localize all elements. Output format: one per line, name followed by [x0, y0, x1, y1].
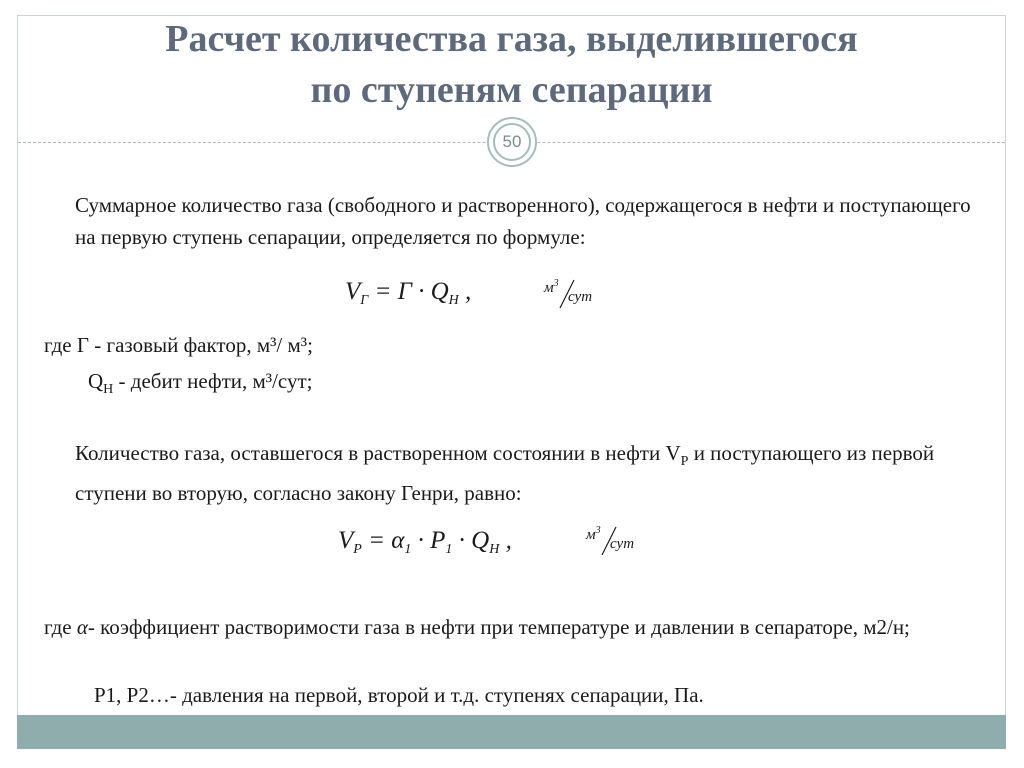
unit-denominator: сут: [610, 536, 635, 552]
formula-vg-q-sub: Н: [448, 293, 459, 308]
formula-vg: [345, 278, 471, 309]
formula-vg-tail: ,: [458, 278, 472, 305]
page-number: 50: [493, 123, 531, 161]
formula-vg-lhs-sub: Г: [360, 293, 369, 308]
slide-title: [17, 14, 1006, 116]
unit-numerator: $м^3$: [544, 278, 559, 296]
where-pressures: Р1, Р2…- давления на первой, второй и т.д. ступенях сепарации, Па.: [94, 683, 704, 707]
unit-numerator: $м^3$: [586, 525, 601, 543]
unit-m3-per-day-1: [544, 278, 624, 318]
where-solubility: где α- коэффициент растворимости газа в нефти при температуре и давлении в сепараторе, м2/н;: [44, 615, 910, 639]
footer-bar: [17, 715, 1006, 749]
unit-m3-per-day-2: [586, 525, 666, 565]
where-gas-factor: где Г - газовый фактор, м³/ м³;: [44, 333, 313, 357]
unit-denominator: сут: [568, 289, 593, 305]
page-number-badge: [487, 117, 537, 167]
formula-vg-eq: = Г · Q: [368, 278, 449, 305]
formula-vp: $V_Р = \alpha_1 \cdot P_1 \cdot Q_Н$ ,: [338, 527, 512, 557]
paragraph-dissolved-gas: Количество газа, оставшегося в растворенном состоянии в нефти $V_Р$ и поступающего из первой ступени во вторую, согласно закону Генри, равно:: [75, 441, 935, 505]
formula-vg-lhs: V: [345, 278, 361, 305]
paragraph-total-gas: Суммарное количество газа (свободного и растворенного), содержащегося в нефти и поступающего на первую ступень сепарации, определяется по формуле:: [75, 193, 971, 249]
where-oil-rate: $Q_Н$ - дебит нефти, м³/сут;: [88, 369, 313, 398]
title-line-1: Расчет количества газа, выделившегося: [165, 18, 858, 60]
title-line-2: по ступеням сепарации: [310, 69, 713, 111]
